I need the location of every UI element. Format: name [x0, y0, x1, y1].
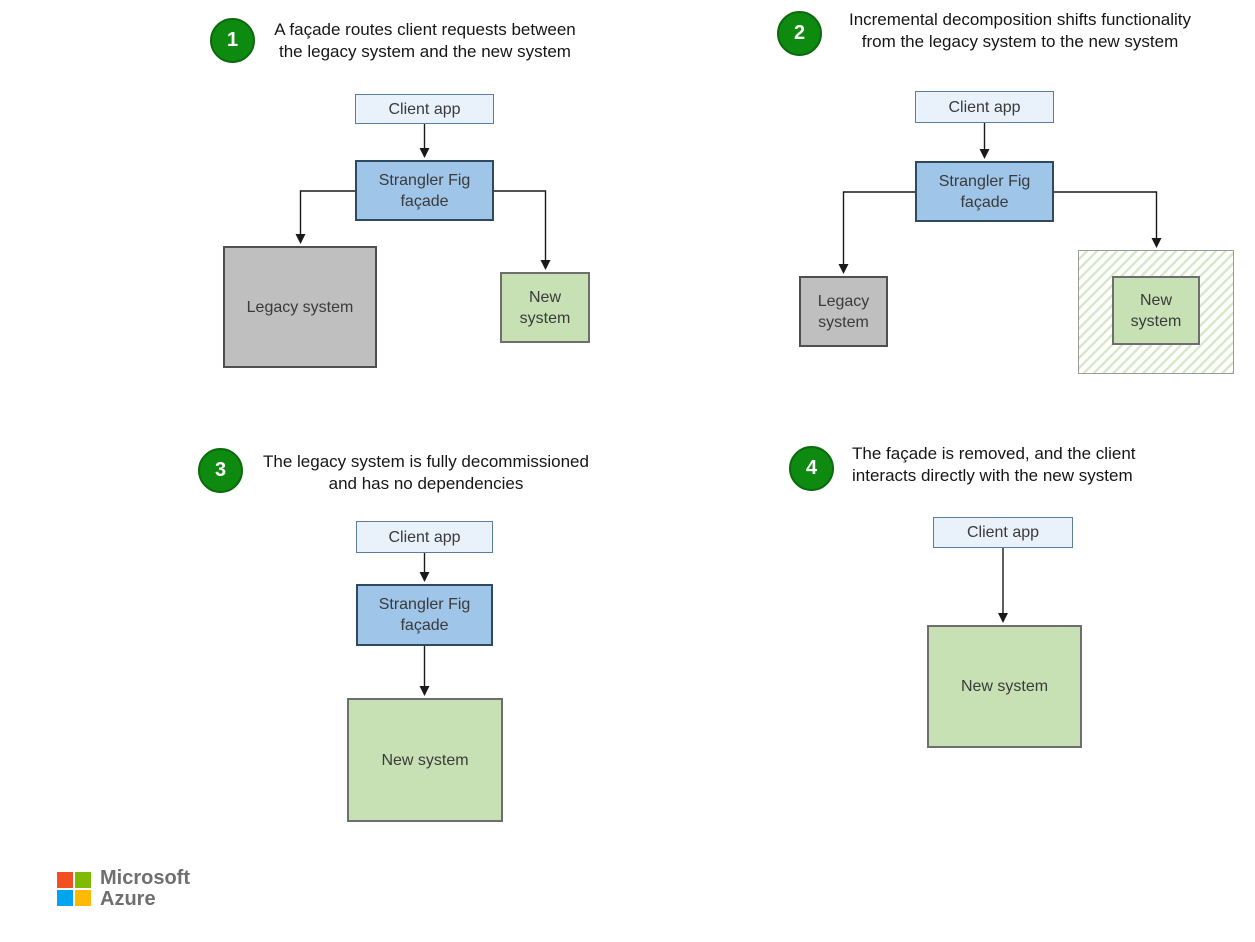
- ms-square-yellow: [75, 890, 91, 906]
- node-p3-new-system: New system: [347, 698, 503, 822]
- node-p2-new-system: [1112, 276, 1200, 345]
- node-p1-strangler-fig-facade: Strangler Fig façade: [355, 160, 494, 221]
- caption-step-2-line-2: from the legacy system to the new system: [861, 32, 1179, 51]
- caption-step-4-line-2: interacts directly with the new system: [852, 466, 1133, 485]
- node-p1-client-app: Client app: [355, 94, 494, 124]
- logo-wordmark-azure: Azure: [100, 888, 156, 910]
- caption-step-1-line-2: the legacy system and the new system: [279, 42, 571, 61]
- step-badge-4: 4: [789, 446, 834, 491]
- arrow-p2-facade-to-new: [1054, 192, 1157, 246]
- step-badge-1: 1: [210, 18, 255, 63]
- step-badge-2: 2: [777, 11, 822, 56]
- node-p3-client-app: Client app: [356, 521, 493, 553]
- logo-wordmark-microsoft: Microsoft: [100, 867, 190, 889]
- logo-wordmark: [100, 868, 190, 910]
- microsoft-logo-icon: [57, 872, 91, 906]
- node-p4-new-system: New system: [927, 625, 1082, 748]
- ms-square-green: [75, 872, 91, 888]
- node-p1-new-system-label: New system: [519, 288, 571, 327]
- caption-step-1-line-1: A façade routes client requests between: [274, 20, 576, 39]
- caption-step-4-line-1: The façade is removed, and the client: [852, 444, 1136, 463]
- node-p2-legacy-system: [799, 276, 888, 347]
- caption-step-2-line-1: Incremental decomposition shifts functionality: [848, 10, 1192, 29]
- node-p1-new-system: [500, 272, 590, 343]
- caption-step-2: [820, 9, 1220, 53]
- node-p1-legacy-system: Legacy system: [223, 246, 377, 368]
- node-p3-strangler-fig-facade: Strangler Fig façade: [356, 584, 493, 646]
- node-p2-strangler-fig-facade: Strangler Fig façade: [915, 161, 1054, 222]
- step-badge-3: 3: [198, 448, 243, 493]
- arrow-p1-facade-to-legacy: [301, 191, 356, 242]
- caption-step-3-line-2: and has no dependencies: [328, 474, 524, 493]
- caption-step-4: [852, 443, 1182, 487]
- ms-square-blue: [57, 890, 73, 906]
- caption-step-3-line-1: The legacy system is fully decommissioned: [263, 452, 589, 471]
- arrow-p2-facade-to-legacy: [844, 192, 916, 272]
- caption-step-3: [226, 451, 626, 495]
- node-p2-new-system-label: New system: [1130, 291, 1182, 330]
- node-p4-client-app: Client app: [933, 517, 1073, 548]
- caption-step-1: [225, 19, 625, 63]
- arrow-p1-facade-to-new: [494, 191, 546, 268]
- node-p2-client-app: Client app: [915, 91, 1054, 123]
- ms-square-red: [57, 872, 73, 888]
- microsoft-azure-logo: [57, 868, 190, 910]
- node-p2-legacy-system-label: Legacy system: [817, 292, 870, 331]
